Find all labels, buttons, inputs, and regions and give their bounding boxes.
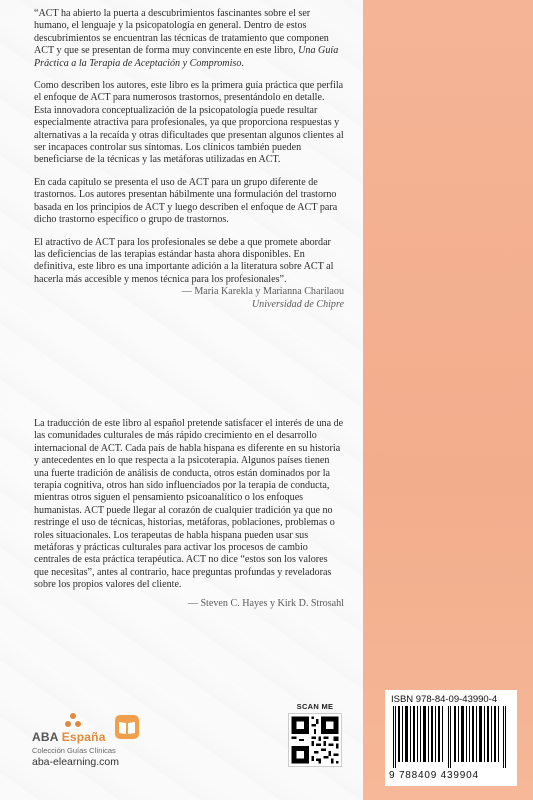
publisher-name-main: ABA [32,730,59,744]
cover-spine-band [363,0,533,800]
quote1-attribution-block [34,286,344,311]
barcode-bars [391,706,509,768]
quote1-paragraph-4: El atractivo de ACT para los profesionales se debe a que promete abordar las deficiencias de las terapias estándar hasta ahora disponibles. En definitiva, este libro es una importante adición a la literatura sobre ACT al hacerla más accesible y menos técnica para los profesionales”. [34,236,334,285]
publisher-collection: Colección Guías Clínicas [32,746,116,755]
aba-dots-icon [64,712,82,730]
publisher-url: aba-elearning.com [32,756,119,768]
quote-hayes [34,418,344,610]
publisher-name-accent: España [61,730,106,744]
ean-digits: 9 788409 439904 [389,770,479,781]
quote-karekla [34,8,344,311]
isbn-label: ISBN 978-84-09-43990-4 [391,694,498,705]
quote1-affiliation: Universidad de Chipre [251,298,344,310]
quote1-paragraph-1 [34,8,344,70]
quote1-paragraph-1-text: “ACT ha abierto la puerta a descubrimientos fascinantes sobre el ser humano, el lenguaje y la psicopatología en general. Dentro de estos descubrimientos se encuentran las técnicas de tratamiento que componen ACT y que se presentan de forma muy convincente en este libro, [34,8,329,57]
qr-code[interactable] [288,713,342,767]
publisher-name [32,730,106,744]
quote1-paragraph-1-tail: . [241,57,244,69]
publisher-logo [32,712,162,782]
quote1-attribution: — Maria Karekla y Marianna Charilaou [181,286,344,298]
barcode [385,690,517,786]
scan-me-label: SCAN ME [296,702,334,711]
quote1-paragraph-2: Como describen los autores, este libro es la primera guía práctica que perfila el enfoque de ACT para numerosos trastornos, presentándolo en detalle. Esta innovadora conceptualización de la psicopatología puede resultar especialmente atractiva para profesionales, ya que proporciona respuestas y alternativas a la recaída y otras dificultades que presentan algunos clientes al ser incapaces controlar sus síntomas. Los clínicos también pueden beneficiarse de la técnicas y las metáforas utilizadas en ACT. [34,80,344,166]
footer [0,690,533,800]
quote1-paragraph-3: En cada capítulo se presenta el uso de ACT para un grupo diferente de trastornos. Los autores presentan hábilmente una formulación del trastorno basada en los principios de ACT y luego describen el enfoque de ACT para dicho trastorno específico o grupo de trastornos. [34,176,338,226]
quote2-paragraph: La traducción de este libro al español pretende satisfacer el interés de una de las comunidades culturales de más rápido crecimiento en el desarrollo internacional de ACT. Cada país de habla hispana es diferente en su historia y antecedentes en lo que respecta a la psicoterapia. Algunos países tienen una fuerte tradición de análisis de conducta, otros están dominados por la terapia cognitiva, otros han sido influenciados por la terapia de conducta, mientras otros siguen el pensamiento psicoanalítico o los enfoques humanistas. ACT puede llegar al corazón de cualquier tradición ya que no restringe el uso de técnicas, historias, metáforas, poblaciones, problemas o roles situacionales. Los terapeutas de habla hispana pueden usar sus metáforas y prácticas culturales para activar los procesos de cambio centrales de esta práctica terapéutica. ACT no dice “estos son los valores que necesitas”, antes al contrario, hace preguntas profundas y reveladoras sobre los propios valores del cliente. [34,418,344,591]
quote2-attribution: — Steven C. Hayes y Kirk D. Strosahl [187,597,344,609]
open-book-icon [114,714,140,740]
qr-block [288,702,342,782]
book-title-italic: Una Guía Práctica a la Terapia de Aceptación y Compromiso [34,45,339,69]
